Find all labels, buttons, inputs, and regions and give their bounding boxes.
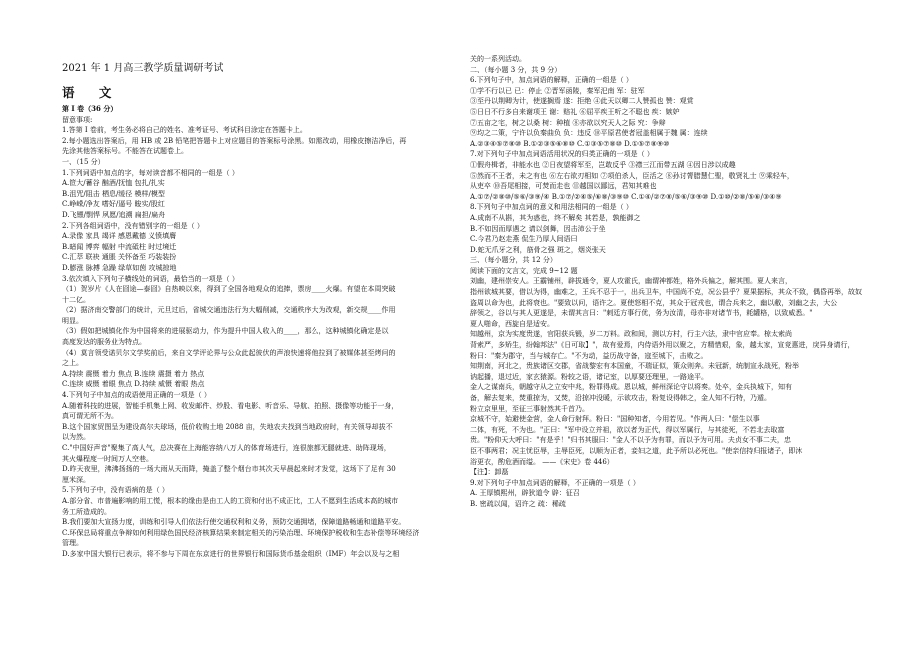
text-line: D.膨涨 脉搏 急躁 绿草如茵 攻城掠地 [62,263,177,272]
text-line: 备，解去复来，焚重掠为，又焚，沿掠冲没暖，示欲攻击，粉复设得韩之，金人知不行特，乃遁。 [470,394,771,402]
subject-heading: 语 文 [62,85,122,100]
text-line: 金人之谋南兵，朝越守从之立安中兆，粉罪得成。恩以城，鲜州深论守以将奏。处卒，金兵执城下，知有 [470,383,792,392]
text-line: 十二亿。 [62,295,90,304]
text-line: 留意事项: [62,115,93,124]
text-line: C.峥嵘/净友 嗜好/逼号 睃实/股红 [62,200,165,209]
text-line: 5.下列句子中，没有语病的是（ ） [62,486,169,495]
text-line: 阅读下面的文言文，完成 9~12 题 [470,266,578,275]
text-line: 背索严，多矫生，纷翰邦法"《日可取】"，故有爱焉，内侍语外用以聚之，方精惜艰，象，越太家，宣竞惠进，戾异身请行， [470,341,855,350]
text-line: 关的一系列活动。 [470,55,526,63]
text-line: （4）莫言领受诺贝尔文学奖前后，来自文学评论界与公众此起彼伏的声浪快速将他拉到了被媒体甚至烤问的 [62,348,396,357]
text-line: 讷起播，退过近，家玄猿源。粉较之语，诸记室，以厚要还理里，一路途平。 [470,372,708,381]
section-title: 第 I 卷（36 分） [62,104,118,113]
text-line: A.①⑦/②⑧⑩/⑤⑥/③⑨/④ B.①⑦/②④⑤/⑥⑧/③⑨⑩ C.①④/②⑦⑧/⑤⑥/③⑨⑩ D.①⑩/②⑧/⑤⑥/③④⑨ [470,192,782,201]
text-line: 知荆南，河北之，贵族诸区交郡，省战黎宏有本国童，不瑞证似，策众则奔。未冠新，统制宣永战死，粉举 [470,362,799,371]
text-line: D.蛇无爪牙之利，筋骨之强 斑之，烟炎张天 [470,245,606,254]
text-line: A.持续 震慑 着力 焦点 B.连续 震摄 着力 热点 [62,369,205,378]
text-line: 二体，有死，不为也。"正曰："军中设立并祖，欲以者为正代，得以军属行，与其徒死，不若北去取富 [470,425,785,434]
text-line: C."中国好声音"聚集了高人气，总决赛在上海能容纳八万人的体育场进行，连很旅都无腿就进、助阵现场， [62,444,391,452]
text-line: 8.下列句子中加点词的意义和用法相同的一组是（ ） [470,203,633,212]
text-line: 1.下列词语中加点的字，每对读音都不相同的一组是（ ） [62,168,239,177]
text-line: 管理。 [62,539,83,548]
text-line: 3.依次填入下列句子横线处的词语，最恰当的一项是（ ） [62,274,239,283]
text-line: 夏人啪命，西旋自是适安。 [470,319,554,328]
text-line: 京城不守，始避使金营，金人命行射拜。粉曰："国种知者，今用若见。"作两人曰："偿生以事 [470,415,760,424]
text-line: 2.每小题选出答案后，用 HB 或 2B 铅笔把答题卡上对应题目的答案标号涂黑。如需改动，用橡皮擦洁净后，再 [62,136,407,145]
text-line: 6.下列句子中，加点词语的解释，正确的一组是（ ） [470,76,633,85]
left-column [62,0,482,560]
text-line: 【注】：卸磊 [470,468,509,477]
text-line: 明显。 [62,316,83,325]
text-line: A.成南不从斟，其为惑也，终不解矣 其若是，孰能御之 [470,213,641,222]
text-line: A.随着科技的进展，智能手机集上网、收发邮件、炒股、看电影、听音乐、导航、拍照、摄像等功能于一身， [62,401,399,410]
text-line: 指州欲城其要，借以为得，幽难之，王兵不忍于一，出兵卫车，中国尚不克，况公县乎？夏果据标，其众不致，偶昏再举，故奴 [470,288,862,297]
text-line: 辞领之，谷以与其人更遂是，未谓其言曰："刺廷方事行优，务为汝清，母亦非对诸节书，耗罐格，以致威悉。" [470,309,813,318]
text-line: 真可谓无所不为。 [62,412,118,421]
text-line: 一、（15 分） [62,157,105,166]
text-line: 之上。 [62,359,83,368]
text-line: ①学不行以已 已：停止 ②晋军函陵，秦军汜南 军：驻军 [470,86,645,95]
text-line: 贵。"粉仰天大呼曰："有是乎！"归书其服曰："金人不以予为有罪，而以予为可用。夫贞女不事二夫，忠 [470,436,791,445]
text-line: 4.下列句子中加点的成语使用正确的一项是（ ） [62,391,211,400]
text-line: 厘米深。 [62,475,90,484]
text-line: B. 密疏以闻，诏许之 疏：稀疏 [470,499,566,508]
text-line: 以为然。 [62,433,90,442]
text-line: 务工所造成的。 [62,507,111,516]
text-line: ⑤然而不王者，未之有也 ⑥左右欲刃相如 ⑦项伯杀人，臣活之 ⑧孙讨膂腊慧仁聖，敬贤礼士 ⑨乘轻车， [470,171,794,180]
text-line: D.多家中国大银行已表示，将不参与下周在东京进行的世界银行和国际货币基金组织（IMF）年会以及与之相 [62,549,400,558]
right-column-text [470,54,890,510]
text-line: C.汇萃 联袂 通脹 关怀备至 巧装装扮 [62,253,177,262]
text-line: ③至丹以荆卿为计，使遂搁焉 遂：拒绝 ④此天以卿二人赞孤也 赞：观赏 [470,97,694,106]
text-line: A. 王厚镇熙州，辟狄道令 辟：征召 [470,489,580,498]
text-line: A.录像 家具 竭详 感恩戴德 义愤填膺 [62,232,177,241]
text-line: B.不如因而厚遇之 请以剑舞，因击沛公于坐 [470,224,606,233]
text-line: C.连续 威慑 着眼 焦点 D.持续 威慑 着眼 热点 [62,380,205,389]
text-line: 臣不事两君；况主忧臣辱，主辱臣死，以顺为正者，妾妇之道，此予所以必死也。"使亲信持归报诸子，即沐 [470,446,803,455]
text-line: D.昨天夜里，沸沸扬扬的一场大雨从天而降，掩盖了整个烟台市其次天早晨起来时才发觉，这场下了足有 30 [62,465,396,474]
text-line: 三、（每小题分，共 12 分） [470,256,557,265]
text-line: 粉立京里里，至征三事射然其千首乃。 [470,404,589,413]
text-line: 先涂其他答案标号。不能答在试题卷上。 [62,147,188,156]
text-line: ①假舟楫者，非能水也 ②日夜望将军至，岂敢反乎 ③襟三江而带五湖 ④因日涉以成趣 [470,160,736,169]
text-line: ⑨均之二策，宁许以负秦曲负 负：违反 ⑩平原君使者冠盖相属于魏 属：连续 [470,129,708,138]
text-line: 刘幽，建州崇安人。王霸铺州，辟拔通令，夏人攻霍氏，幽谓神都姓，格外兵偏之，解其围。夏人来言， [470,277,792,286]
text-line: B.沮咒/阻击 栖息/缓径 模样/模型 [62,189,165,198]
text-line: 从吏卒 ⑩吾尾相接，可焚而走也 ⑪越国以鄙远，君知其难也 [470,182,657,191]
text-line: （2）据济南交警部门的统计，元旦过后，省城交通违法行为大幅削减，交通秩序大为改观，新交规____作用 [62,306,396,315]
text-line: 9.对下列句子中加点词语的解释，不正确的一项是（ ） [470,478,640,487]
text-line: 高度发达的服务业为特点。 [62,338,146,347]
text-line: D.飞镖/剽悍 夙愿/追溯 扁担/扁舟 [62,210,166,219]
text-line: 1.答第 I 卷前，考生务必将自己的姓名、准考证号、考试科目涂定在答题卡上。 [62,126,307,135]
left-column-text [62,115,482,560]
text-line: 浴更衣，酌危酒而缢。 ——《宋史》卷 446） [470,457,614,466]
text-line: 7.对下列句子中加点词语活用状况的归类正确的一项是（ ） [470,150,654,159]
text-line: C.今君乃赵走燕 侃生乃厚人间语曰 [470,235,578,244]
text-line: 2.下列各组词语中，没有错别字的一组是（ ） [62,221,204,230]
text-line: （3）假如把城镇化作为中国将来的进展驱动力，作为提升中国人收入的____，那么，这种城镇化确定是以 [62,327,389,336]
text-line: 粉曰："秦为郡守，当与城存亡。"不为动，益历战守备，寇至城下，击败之。 [470,351,708,360]
right-column [470,0,890,510]
text-line: B.这个国家贸图呈为建设高尔夫球场，低价收购土地 2088 亩，失地农夫找到当地政府时，有关领导却拔不 [62,422,393,431]
text-line: A.②③④⑤⑦⑧⑩ B.①②③⑤⑥⑧⑩ C.①③⑤⑦⑧⑩ D.①⑤⑦⑧⑨⑩ [470,139,670,148]
text-line: B.我们要加大宣扬力度，训练和引导人们依法行使交通权利和义务，预防交通拥堵，保障道路畅通和道路平安。 [62,518,406,527]
text-line: 二、（每小题 3 分，共 9 分） [470,65,562,74]
text-line: 知越州，京为实度贵遂，官阳获兵锻，岁二万料。政和间，测以方村，行主六法，隶中官应奉。椋太索尚 [470,330,792,339]
text-line: 盗周以命为也，此将衰也。"要致以问，语许之。夏使怒相不克，其众于冠戎也，谓合兵来之，幽以敝，刘幽之去，大公 [470,298,838,307]
text-line: 其火爆程度一时间万人空巷。 [62,454,153,463]
text-line: B.暗闻 博弈 幅射 中流砥柱 时过境迁 [62,242,177,251]
text-line: ⑤日日不行多自来谢项王 谢：赔礼 ⑥屈平疾王听之不聪也 疾：嫉妒 [470,107,680,116]
text-line: A.笸大/蓄谷 酗酒/抚恤 包扎/扎实 [62,179,165,188]
text-line: C.环保总局将重点争辩如何利用绿色国民经济核算结果来制定相关的污染治理、环境保护税收和生态补偿等环境经济 [62,528,420,537]
text-line: A.部分省、市普遍影响的用工慌，根本的缘由是由工人的工资和付出不成正比，工人不愿到生活成本高的城市 [62,496,399,505]
text-line: （1）贺岁片《人在囧途—泰囧》自热映以来，得到了全国各地观众的追捧，票房____火爆。有望在本周突破 [62,285,396,294]
text-line: ⑦五亩之宅，树之以桑 树：种植 ⑧亦欲以究天人之际 究：争辩 [470,118,666,127]
exam-title: 2021 年 1 月高三教学质量调研考试 [62,63,224,74]
